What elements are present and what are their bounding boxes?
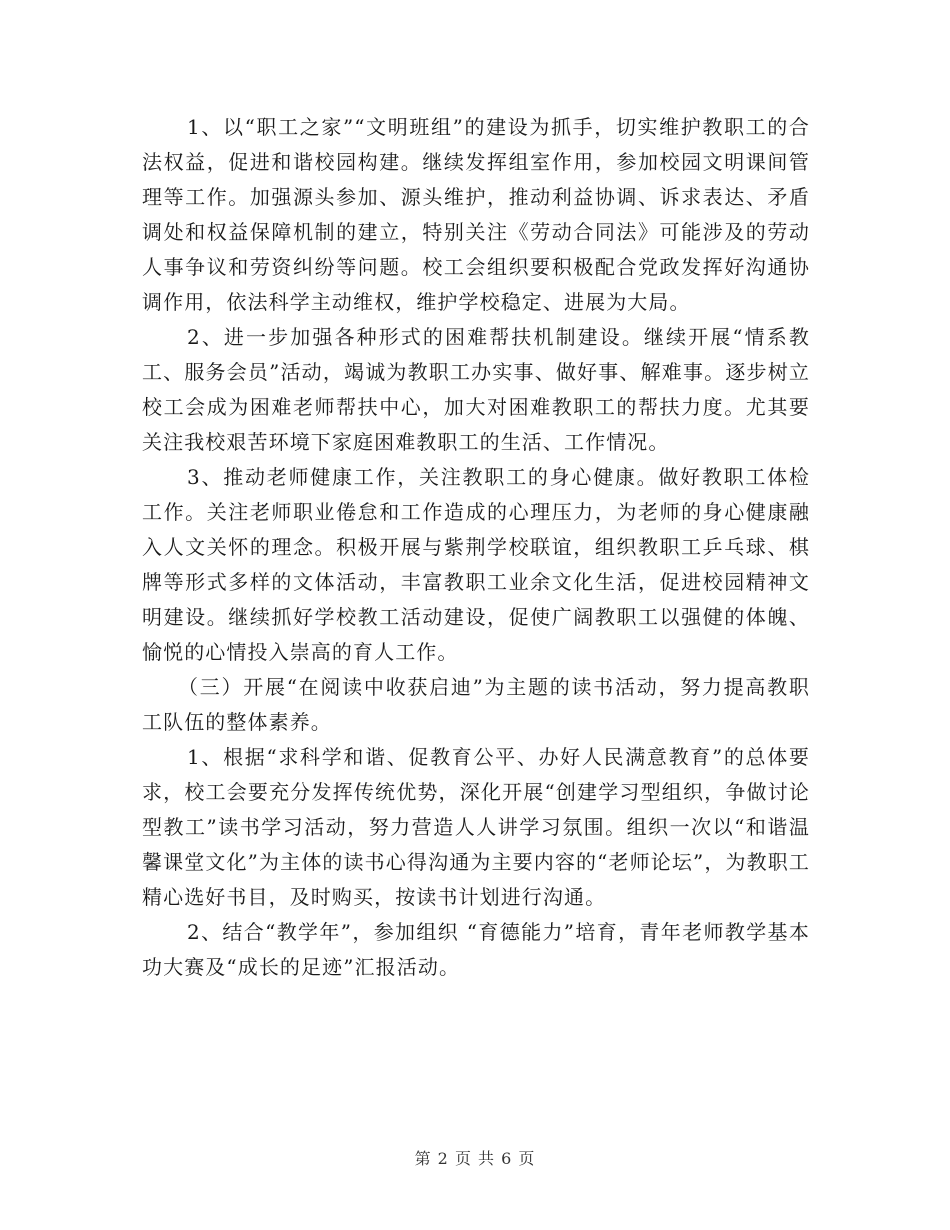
document-body <box>142 110 810 985</box>
paragraph-workers-home: 1、以“职工之家”“文明班组”的建设为抓手，切实维护教职工的合法权益，促进和谐校园构建。继续发挥组室作用，参加校园文明课间管理等工作。加强源头参加、源头维护，推动利益协调、诉求表达、矛盾调处和权益保障机制的建立，特别关注《劳动合同法》可能涉及的劳动人事争议和劳资纠纷等问题。校工会组织要积极配合党政发挥好沟通协调作用，依法科学主动维权，维护学校稳定、进展为大局。 <box>142 115 810 314</box>
paragraph-teacher-health: 3、推动老师健康工作，关注教职工的身心健康。做好教职工体检工作。关注老师职业倦怠和工作造成的心理压力，为老师的身心健康融入人文关怀的理念。积极开展与紫荆学校联谊，组织教职工乒乓球、棋牌等形式多样的文体活动，丰富教职工业余文化生活，促进校园精神文明建设。继续抓好学校教工活动建设，促使广阔教职工以强健的体魄、愉悦的心情投入崇高的育人工作。 <box>142 465 810 664</box>
page-number-footer: 第 2 页 共 6 页 <box>414 1149 536 1168</box>
paragraph-teaching-year: 2、结合“教学年”，参加组织 “育德能力”培育，青年老师教学基本功大赛及“成长的足迹”汇报活动。 <box>142 920 810 979</box>
paragraph-hardship-support: 2、进一步加强各种形式的困难帮扶机制建设。继续开展“情系教工、服务会员”活动，竭诚为教职工办实事、做好事、解难事。逐步树立校工会成为困难老师帮扶中心，加大对困难教职工的帮扶力度。尤其要关注我校艰苦环境下家庭困难教职工的生活、工作情况。 <box>142 325 810 454</box>
paragraph-reading-activity: 1、根据“求科学和谐、促教育公平、办好人民满意教育”的总体要求，校工会要充分发挥传统优势，深化开展“创建学习型组织，争做讨论型教工”读书学习活动，努力营造人人讲学习氛围。组织一次以“和谐温馨课堂文化”为主体的读书心得沟通为主要内容的“老师论坛”，为教职工精心选好书目，及时购买，按读书计划进行沟通。 <box>142 745 810 909</box>
section-heading-reading: （三）开展“在阅读中收获启迪”为主题的读书活动，努力提高教职工队伍的整体素养。 <box>142 675 810 734</box>
